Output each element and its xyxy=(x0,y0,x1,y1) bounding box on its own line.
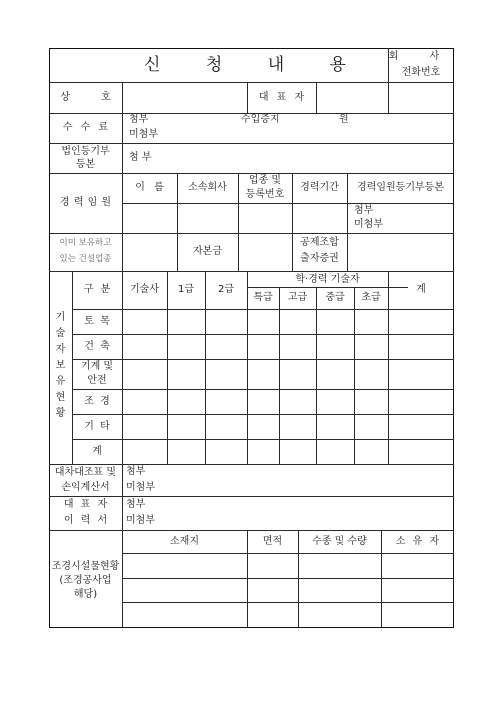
col-name: 이 름 xyxy=(135,182,164,193)
col-period: 경력기간 xyxy=(300,182,339,193)
rep-resume-label: 대 표 자 xyxy=(63,498,108,510)
officers-label: 경 력 임 원 xyxy=(59,197,112,208)
col-beginner: 초급 xyxy=(361,292,381,303)
company-phone-label: 회 사 xyxy=(388,51,454,62)
col-grade1: 1급 xyxy=(177,284,195,295)
col-owner: 소 유 자 xyxy=(395,535,440,547)
representative-label: 대 표 자 xyxy=(258,91,305,103)
rep-resume-label-2: 이 력 서 xyxy=(63,514,108,526)
rule xyxy=(279,287,280,464)
rule xyxy=(72,309,454,310)
col-acad-career: 학·경력 기술자 xyxy=(295,273,360,285)
engineers-label-char: 기 xyxy=(55,312,66,323)
col-grade2: 2급 xyxy=(217,284,235,295)
row-machine: 기계 및 xyxy=(80,361,114,372)
rep-resume-not-attached: 미첨부 xyxy=(126,515,155,526)
officer-reg-not-attached: 미첨부 xyxy=(354,219,383,230)
engineers-label-char: 보 xyxy=(55,360,66,371)
corp-registry-label-2: 등본 xyxy=(75,159,96,170)
rule xyxy=(388,82,389,113)
col-intermediate: 중급 xyxy=(325,292,345,303)
capital-label: 자본금 xyxy=(193,246,222,257)
income-stamp-label: 수입증지 xyxy=(241,114,280,125)
balance-not-attached: 미첨부 xyxy=(126,482,155,493)
balance-attached: 첨부 xyxy=(126,466,146,477)
landscape-facility-label-2: (조경공사업 xyxy=(59,574,112,586)
landscape-facility-label: 조경시설물현황 xyxy=(51,560,120,572)
officer-reg-attached: 첨부 xyxy=(354,205,374,216)
landscape-facility-label-3: 해당) xyxy=(73,588,98,600)
col-business: 업종 및 xyxy=(248,175,282,186)
rule xyxy=(347,233,348,271)
row-landscape: 조 경 xyxy=(84,395,110,407)
fee-label: 수 수 료 xyxy=(62,122,109,133)
col-area: 면적 xyxy=(262,535,283,547)
rule xyxy=(72,414,454,415)
held-business-label: 이미 보유하고 xyxy=(59,238,112,248)
rule xyxy=(72,389,454,390)
row-machine-2: 안전 xyxy=(87,375,107,386)
engineers-label-char: 자 xyxy=(55,344,66,355)
rule xyxy=(122,578,454,579)
col-business-2: 등록번호 xyxy=(245,189,285,200)
company-phone-label-2: 전화번호 xyxy=(401,67,441,78)
col-officer-registry: 경력임원등기부등본 xyxy=(357,182,444,193)
rule xyxy=(238,233,239,271)
col-advanced: 고급 xyxy=(287,292,308,303)
engineers-label-char: 현 xyxy=(55,392,66,403)
held-business-label-2: 있는 건설업종 xyxy=(59,254,112,264)
engineers-label-char: 술 xyxy=(55,328,66,339)
fee-attached: 첨부 xyxy=(129,114,149,125)
rule xyxy=(316,82,317,113)
coop-label-2: 출자증권 xyxy=(300,253,339,264)
col-company: 소속회사 xyxy=(188,182,227,193)
rule xyxy=(316,287,317,464)
row-architecture: 건 축 xyxy=(84,340,110,352)
rule xyxy=(72,439,454,440)
rule xyxy=(49,464,454,465)
border-bottom xyxy=(49,627,454,628)
rule xyxy=(49,143,454,144)
col-technician: 기술사 xyxy=(130,284,159,295)
fee-not-attached: 미첨부 xyxy=(129,129,158,140)
rep-resume-attached: 첨부 xyxy=(126,499,146,510)
rule xyxy=(49,233,454,234)
row-other: 기 타 xyxy=(84,420,110,432)
col-category: 구 분 xyxy=(83,284,111,295)
rule xyxy=(122,203,454,204)
border-top xyxy=(49,48,454,49)
rule xyxy=(122,602,454,603)
row-total: 계 xyxy=(92,445,102,457)
won-label: 원 xyxy=(339,114,349,125)
col-location: 소재지 xyxy=(170,535,199,547)
corp-registry-label: 법인등기부 xyxy=(61,146,110,157)
corp-registry-attached: 첨 부 xyxy=(129,152,152,163)
col-special: 특급 xyxy=(253,292,273,303)
rule xyxy=(72,359,454,360)
col-species: 수종 및 수량 xyxy=(312,535,367,547)
form-title: 신 청 내 용 xyxy=(144,55,366,75)
trade-name-label: 상 호 xyxy=(60,91,111,103)
rule xyxy=(122,553,454,554)
row-civil: 토 목 xyxy=(84,315,110,327)
rule xyxy=(72,334,454,335)
balance-sheet-label: 대차대조표 및 xyxy=(54,466,117,478)
rule xyxy=(354,287,355,464)
engineers-label-char: 황 xyxy=(55,408,66,419)
col-total: 계 xyxy=(416,284,426,295)
coop-label: 공제조합 xyxy=(300,237,339,248)
engineers-label-char: 유 xyxy=(55,376,66,387)
rule xyxy=(49,496,454,497)
balance-sheet-label-2: 손익계산서 xyxy=(61,481,110,493)
